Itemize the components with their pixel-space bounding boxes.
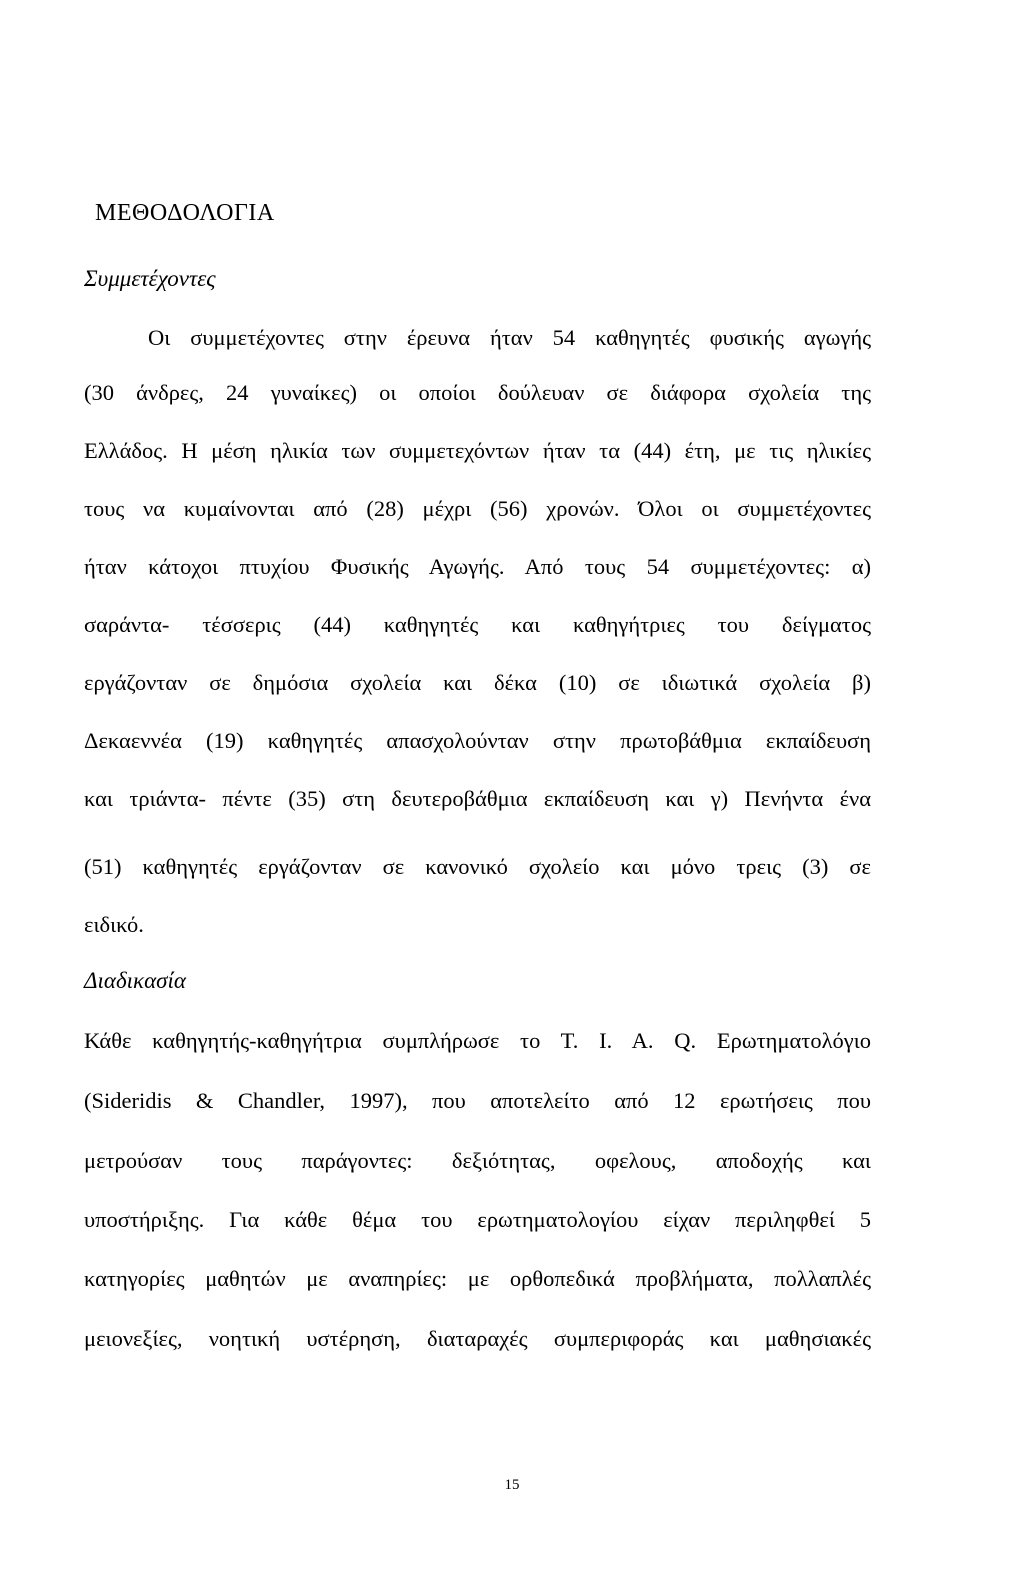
paragraph-line: Οι συμμετέχοντες στην έρευνα ήταν 54 καθηγητές φυσικής αγωγής bbox=[148, 325, 871, 350]
paragraph-line: μειονεξίες, νοητική υστέρηση, διαταραχές συμπεριφοράς και μαθησιακές bbox=[84, 1326, 871, 1351]
paragraph-line: ειδικό. bbox=[84, 912, 144, 937]
paragraph-line: σαράντα- τέσσερις (44) καθηγητές και καθηγήτριες του δείγματος bbox=[84, 612, 871, 637]
paragraph-line: μετρούσαν τους παράγοντες: δεξιότητας, οφελους, αποδοχής και bbox=[84, 1148, 871, 1173]
paragraph-line: ήταν κάτοχοι πτυχίου Φυσικής Αγωγής. Από τους 54 συμμετέχοντες: α) bbox=[84, 554, 871, 579]
paragraph-line: εργάζονταν σε δημόσια σχολεία και δέκα (10) σε ιδιωτικά σχολεία β) bbox=[84, 670, 871, 695]
paragraph-line: Δεκαεννέα (19) καθηγητές απασχολούνταν στην πρωτοβάθμια εκπαίδευση bbox=[84, 728, 871, 753]
page-title: ΜΕΘΟΔΟΛΟΓΙΑ bbox=[95, 200, 275, 226]
paragraph-line: και τριάντα- πέντε (35) στη δευτεροβάθμια εκπαίδευση και γ) Πενήντα ένα bbox=[84, 786, 871, 811]
page-number: 15 bbox=[504, 1477, 520, 1493]
section-heading-participants: Συμμετέχοντες bbox=[84, 266, 216, 291]
paragraph-line: τους να κυμαίνονται από (28) μέχρι (56) χρονών. Όλοι οι συμμετέχοντες bbox=[84, 496, 871, 521]
paragraph-line: Ελλάδος. Η μέση ηλικία των συμμετεχόντων ήταν τα (44) έτη, με τις ηλικίες bbox=[84, 438, 871, 463]
paragraph-line: κατηγορίες μαθητών με αναπηρίες: με ορθοπεδικά προβλήματα, πολλαπλές bbox=[84, 1266, 871, 1291]
paragraph-line: Κάθε καθηγητής-καθηγήτρια συμπλήρωσε το Τ. Ι. Α. Q. Ερωτηματολόγιο bbox=[84, 1028, 871, 1053]
paragraph-line: (51) καθηγητές εργάζονταν σε κανονικό σχολείο και μόνο τρεις (3) σε bbox=[84, 854, 871, 879]
paragraph-line: (30 άνδρες, 24 γυναίκες) οι οποίοι δούλευαν σε διάφορα σχολεία της bbox=[84, 380, 871, 405]
paragraph-line: υποστήριξης. Για κάθε θέμα του ερωτηματολογίου είχαν περιληφθεί 5 bbox=[84, 1207, 871, 1232]
section-heading-procedure: Διαδικασία bbox=[84, 968, 186, 993]
paragraph-line: (Sideridis & Chandler, 1997), που αποτελείτο από 12 ερωτήσεις που bbox=[84, 1088, 871, 1113]
